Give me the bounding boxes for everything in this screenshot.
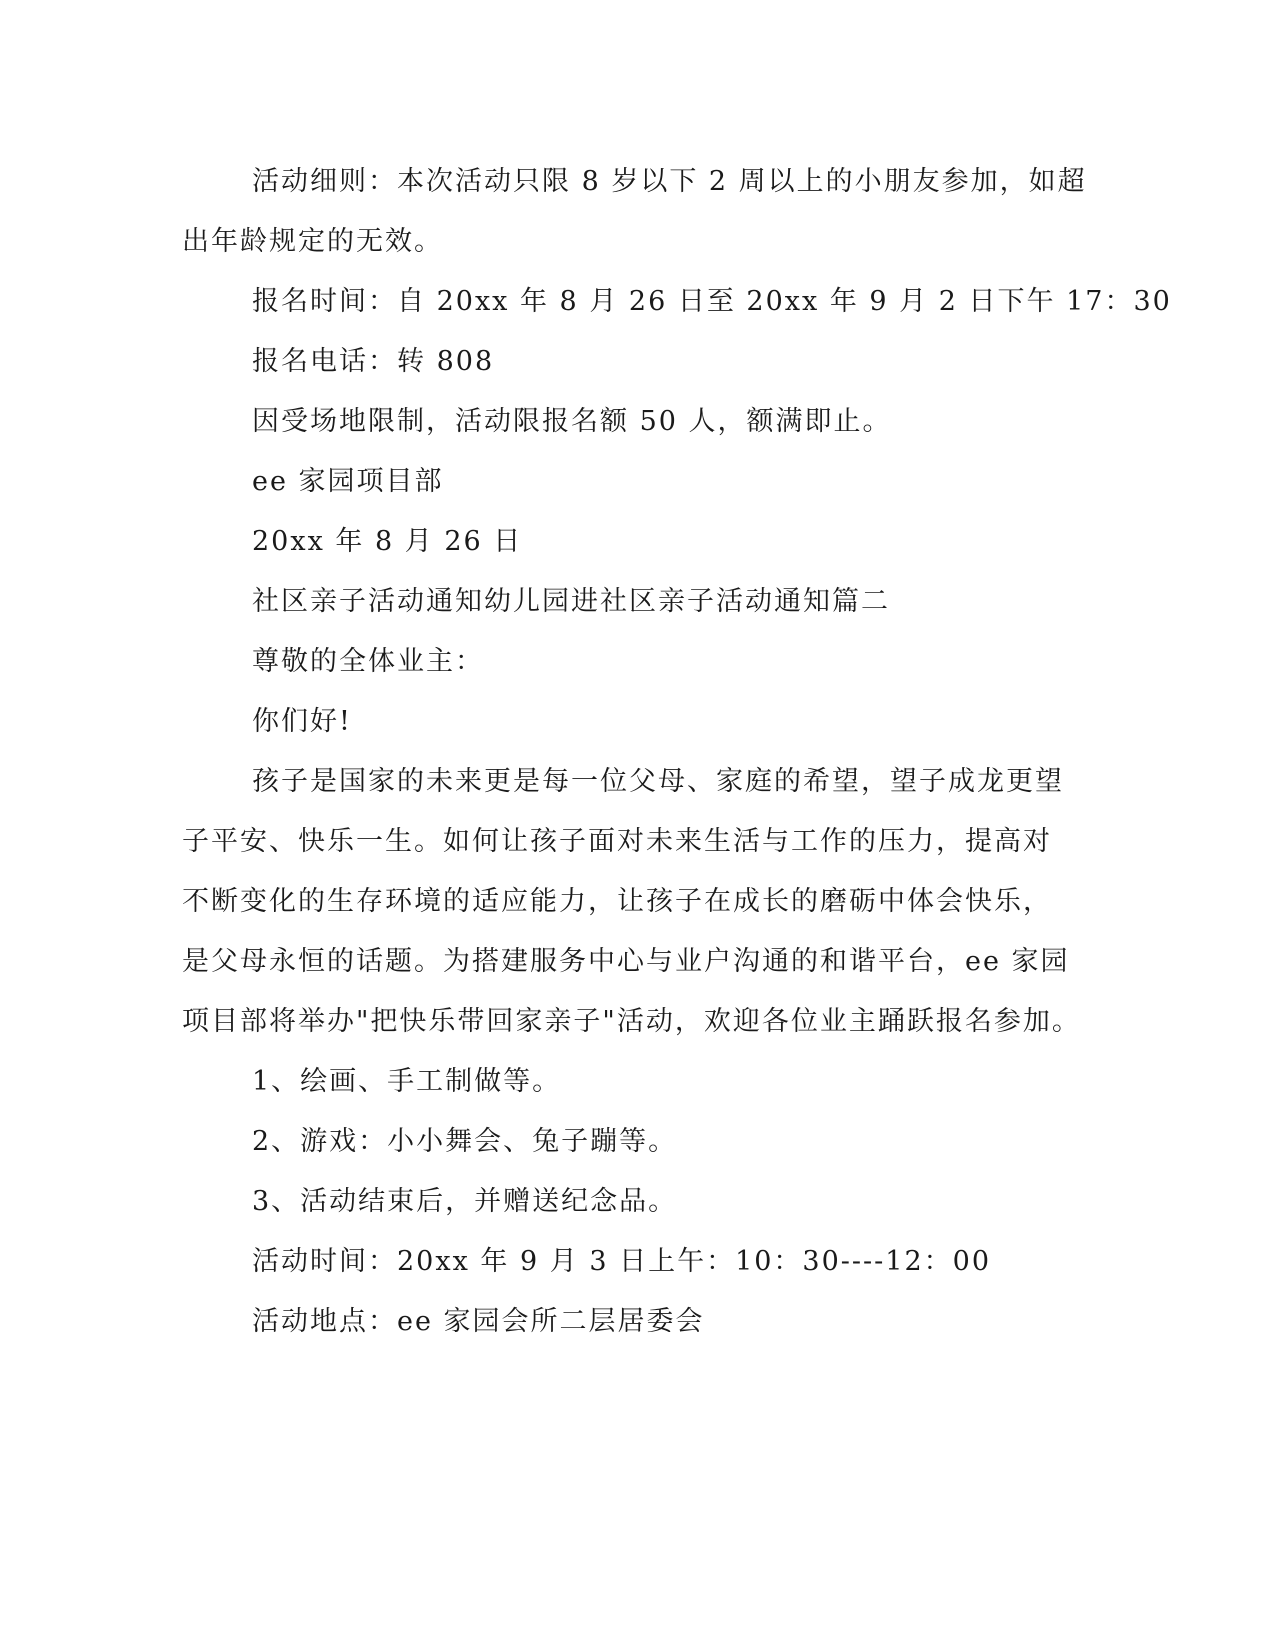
intro-line-5: 项目部将举办"把快乐带回家亲子"活动，欢迎各位业主踊跃报名参加。	[182, 1006, 1081, 1037]
salutation: 尊敬的全体业主：	[252, 646, 484, 677]
rules-line-1: 活动细则：本次活动只限 8 岁以下 2 周以上的小朋友参加，如超	[252, 166, 1087, 197]
list-item-1: 1、绘画、手工制做等。	[252, 1066, 562, 1097]
capacity-notice: 因受场地限制，活动限报名额 50 人，额满即止。	[252, 406, 892, 437]
list-item-2: 2、游戏：小小舞会、兔子蹦等。	[252, 1126, 678, 1157]
rules-line-2: 出年龄规定的无效。	[182, 226, 443, 257]
greeting: 你们好!	[252, 706, 352, 737]
issuer-name: ee 家园项目部	[252, 466, 444, 497]
event-location: 活动地点：ee 家园会所二层居委会	[252, 1306, 705, 1337]
registration-phone: 报名电话：转 808	[252, 346, 495, 377]
list-item-3: 3、活动结束后，并赠送纪念品。	[252, 1186, 678, 1217]
intro-line-4: 是父母永恒的话题。为搭建服务中心与业户沟通的和谐平台，ee 家园	[182, 946, 1070, 977]
intro-line-2: 子平安、快乐一生。如何让孩子面对未来生活与工作的压力，提高对	[182, 826, 1052, 857]
document-body	[182, 160, 1172, 1360]
registration-time: 报名时间：自 20xx 年 8 月 26 日至 20xx 年 9 月 2 日下午 17：30	[252, 286, 1172, 317]
intro-line-1: 孩子是国家的未来更是每一位父母、家庭的希望，望子成龙更望	[252, 766, 1064, 797]
event-time: 活动时间：20xx 年 9 月 3 日上午：10：30----12：00	[252, 1246, 991, 1277]
intro-line-3: 不断变化的生存环境的适应能力，让孩子在成长的磨砺中体会快乐，	[182, 886, 1052, 917]
section-title: 社区亲子活动通知幼儿园进社区亲子活动通知篇二	[252, 586, 890, 617]
issue-date: 20xx 年 8 月 26 日	[252, 526, 523, 557]
